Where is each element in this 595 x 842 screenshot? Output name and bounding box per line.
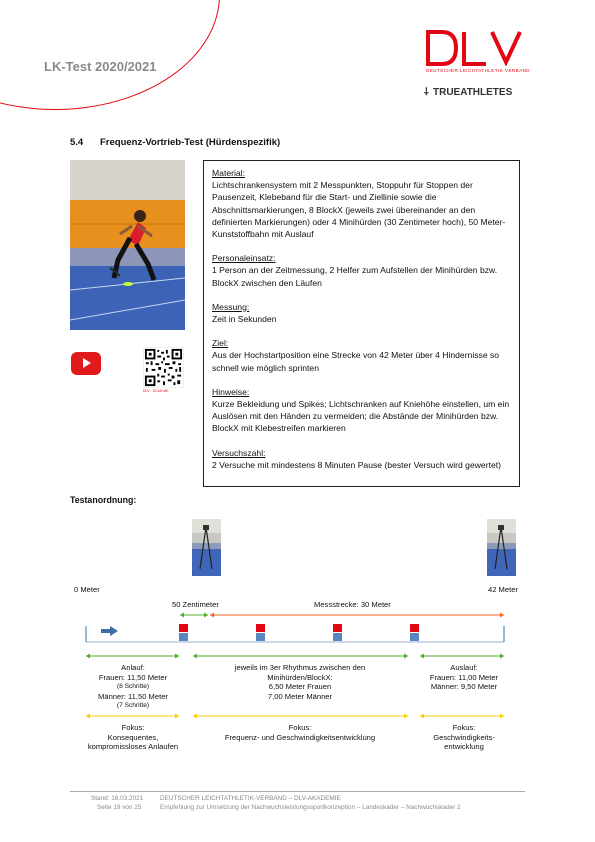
versuchszahl-text: 2 Versuche mit mindestens 8 Minuten Pause (bester Versuch wird gewertet): [212, 459, 501, 470]
hinweise-heading: Hinweise:: [212, 386, 250, 397]
run-direction-arrow-icon: [101, 626, 118, 636]
focus-arrow-1: [86, 714, 179, 719]
messung-text: Zeit in Sekunden: [212, 314, 277, 325]
footer-org: DEUTSCHER LEICHTATHLETIK-VERBAND – DLV-AKADEMIE: [160, 795, 341, 802]
ziel-heading: Ziel:: [212, 338, 229, 349]
section-title: Frequenz-Vortrieb-Test (Hürdenspezifik): [100, 137, 281, 148]
light-barrier-photo-end: [487, 519, 516, 576]
personal-text: 1 Person an der Zeitmessung, 2 Helfer zum Aufstellen der Minihürden bzw. BlockX zwischen den Läufen: [212, 265, 498, 288]
gap-arrow: [180, 613, 208, 618]
focus-block-2: Fokus: Frequenz- und Geschwindigkeitsentwicklung: [224, 723, 376, 742]
rhythm-arrow: [193, 654, 408, 659]
logo-subtitle: DEUTSCHER LEICHTATHLETIK-VERBAND: [426, 68, 531, 73]
anlauf-arrow: [86, 654, 179, 659]
measurement-distance-label: Messstrecke: 30 Meter: [314, 600, 391, 609]
decorative-arc: [0, 0, 220, 110]
footer-stand: Stand: 16.03.2021: [91, 795, 144, 802]
footer-doc: Empfehlung zur Umsetzung der Nachwuchsleistungssportkonzeption – Landeskader – Nachwuchskader 2: [160, 804, 461, 811]
qr-caption: DLV · SCAN ME: [143, 389, 169, 393]
end-distance-label: 42 Meter: [488, 585, 518, 594]
material-text: Lichtschrankensystem mit 2 Messpunkten, Stoppuhr für Stoppen der Pausenzeit, Klebeband für die Start- und Ziellinie sowie die Abschnittsmarkierungen, 8 BlockX (jeweils zwei übereinander an den definierten Markierungen) oder 4 Minihürden (30 Zentimeter hoch), 50 Meter-Kunststoffbahn mit Auslauf: [212, 180, 506, 240]
footer-rule: [70, 791, 525, 792]
hurdle-2: [256, 624, 265, 641]
section-heading: [70, 137, 280, 148]
messung-heading: Messung:: [212, 301, 250, 312]
hurdle-1: [179, 624, 188, 641]
gap-label: 50 Zentimeter: [172, 600, 219, 609]
hinweise-text: Kurze Bekleidung und Spikes; Lichtschranken auf Kniehöhe einstellen, um ein Auslösen mit den Händen zu vermeiden; die Abstände der Minihürden bzw. BlockX mit Klebestreifen markieren: [212, 399, 510, 434]
play-triangle-icon: [83, 358, 91, 368]
dlv-logo: [424, 30, 524, 66]
qr-code-icon[interactable]: [143, 347, 184, 388]
trueathletes-icon: ⸸: [424, 87, 429, 98]
material-heading: Material:: [212, 168, 245, 178]
auslauf-arrow: [420, 654, 504, 659]
ziel-text: Aus der Hochstartposition eine Strecke von 42 Meter über 4 Hindernisse so schnell wie möglich sprinten: [212, 350, 500, 373]
arrangement-title: Testanordnung:: [70, 495, 137, 505]
footer-page: Seite 19 von 25: [97, 804, 142, 811]
hurdle-3: [333, 624, 342, 641]
section-number: 5.4: [70, 137, 84, 148]
focus-block-3: Fokus: Geschwindigkeits- entwicklung: [433, 723, 495, 752]
versuchszahl-heading: Versuchszahl:: [212, 447, 266, 458]
start-distance-label: 0 Meter: [74, 585, 100, 594]
trueathletes-brand: ⸸ TRUEATHLETES: [424, 84, 512, 98]
anlauf-block: Anlauf: Frauen: 11,50 Meter (8 Schritte) Männer: 11,50 Meter (7 Schritte): [98, 663, 168, 710]
hurdle-4: [410, 624, 419, 641]
focus-block-1: Fokus: Konsequentes, kompromissloses Anlaufen: [87, 723, 179, 752]
info-box: [203, 160, 520, 487]
light-barrier-photo-start: [192, 519, 221, 576]
rhythm-block: jeweils im 3er Rhythmus zwischen den Minihürden/BlockX: 6,50 Meter Frauen 7,00 Meter Männer: [234, 663, 366, 701]
header-title: LK-Test 2020/2021: [44, 59, 157, 74]
auslauf-block: Auslauf: Frauen: 11,00 Meter Männer: 9,50 Meter: [429, 663, 499, 692]
focus-arrow-2: [193, 714, 408, 719]
measurement-arrow: [210, 613, 504, 618]
athlete-photo: [70, 160, 185, 330]
personal-heading: Personaleinsatz:: [212, 253, 276, 264]
focus-arrow-3: [420, 714, 504, 719]
